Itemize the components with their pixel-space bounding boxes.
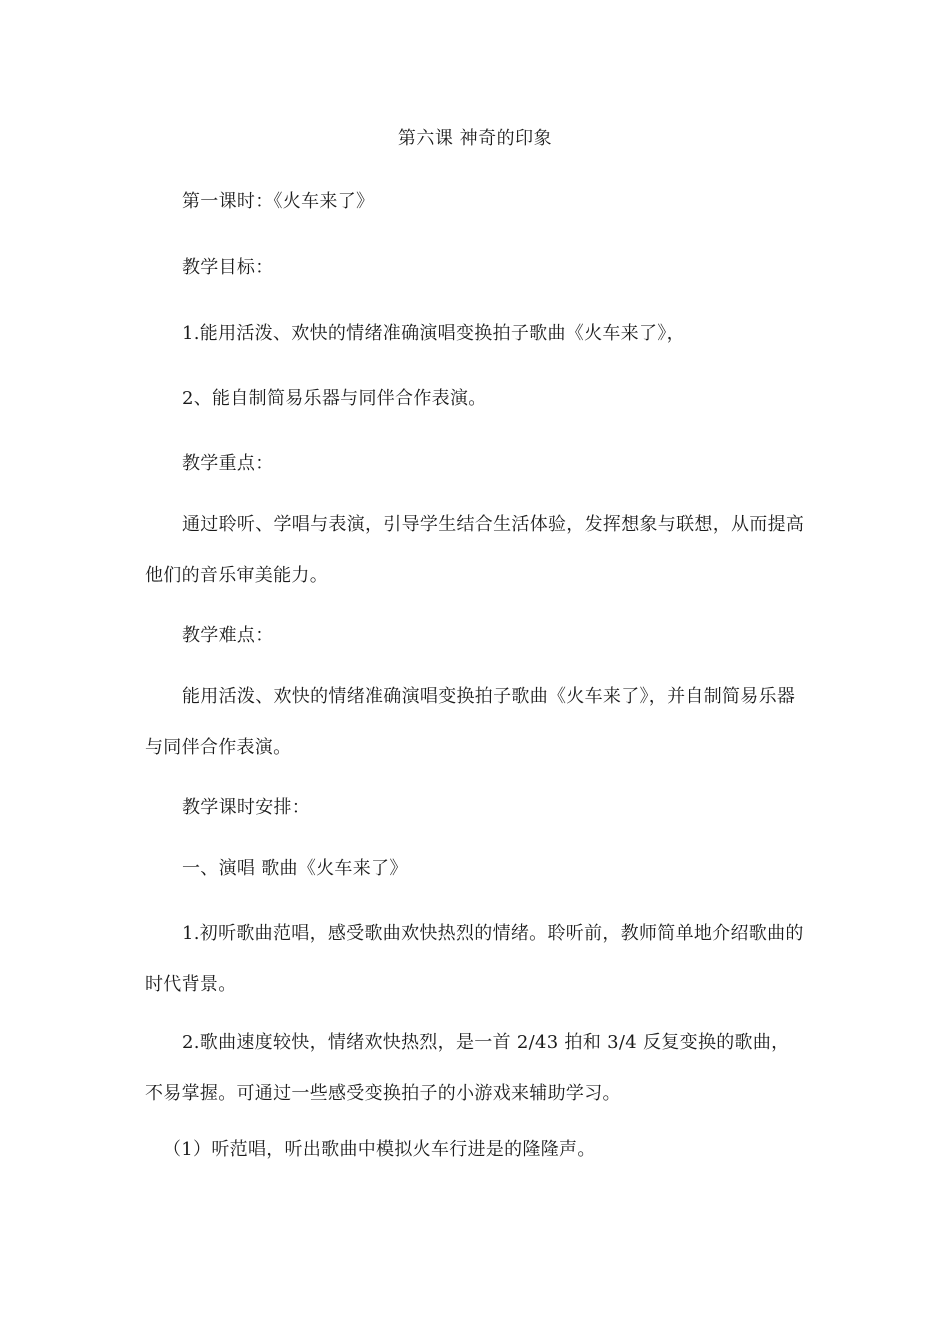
step-2-text: 2.歌曲速度较快，情绪欢快热烈，是一首 2/43 拍和 3/4 反复变换的歌曲，不易掌握。可通过一些感受变换拍子的小游戏来辅助学习。 [145, 1032, 790, 1104]
key-points-heading: 教学重点： [182, 453, 274, 474]
step-2-sub-1: （1）听范唱，听出歌曲中模拟火车行进是的隆隆声。 [163, 1139, 596, 1160]
section-1-heading: 一、演唱 歌曲《火车来了》 [182, 858, 408, 879]
difficulties-heading: 教学难点： [182, 625, 274, 646]
lesson-period-heading: 第一课时：《火车来了》 [182, 191, 375, 212]
document-title: 第六课 神奇的印象 [397, 128, 553, 149]
difficulties-text: 能用活泼、欢快的情绪准确演唱变换拍子歌曲《火车来了》，并自制简易乐器与同伴合作表演。 [145, 686, 796, 758]
step-1-text: 1.初听歌曲范唱，感受歌曲欢快热烈的情绪。聆听前，教师简单地介绍歌曲的时代背景。 [145, 923, 804, 995]
goal-item-1: 1.能用活泼、欢快的情绪准确演唱变换拍子歌曲《火车来了》， [182, 323, 685, 344]
key-points-text: 通过聆听、学唱与表演，引导学生结合生活体验，发挥想象与联想，从而提高他们的音乐审美能力。 [145, 514, 805, 586]
teaching-goals-heading: 教学目标： [182, 257, 274, 278]
goal-item-2: 2、能自制简易乐器与同伴合作表演。 [182, 388, 487, 409]
schedule-heading: 教学课时安排： [182, 797, 311, 818]
